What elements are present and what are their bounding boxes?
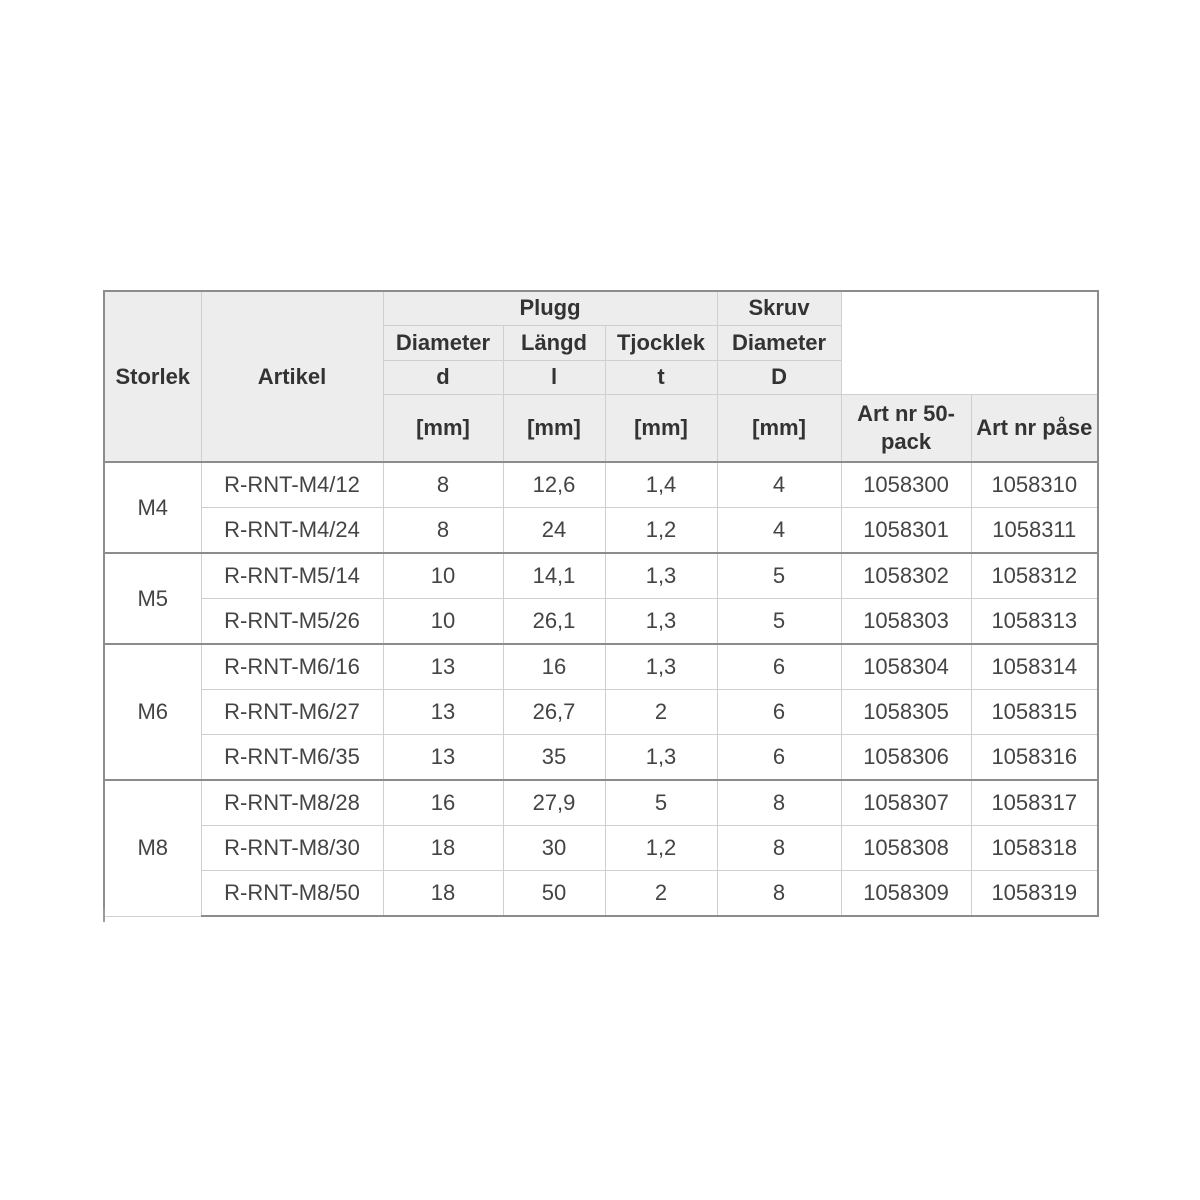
table-row <box>104 462 1098 508</box>
tjocklek-cell: 1,3 <box>605 553 717 599</box>
header-storlek: Storlek <box>104 291 201 462</box>
diameter-d-cell: 10 <box>383 599 503 645</box>
langd-cell: 12,6 <box>503 462 605 508</box>
langd-cell: 16 <box>503 644 605 690</box>
header-skruv-diameter: Diameter <box>717 325 841 360</box>
art-pase-cell: 1058310 <box>971 462 1098 508</box>
table-edge-line <box>103 908 105 922</box>
artikel-cell: R-RNT-M8/28 <box>201 780 383 826</box>
diameter-d-cell: 18 <box>383 871 503 917</box>
table-body <box>104 462 1098 916</box>
header-D-symbol: D <box>717 360 841 394</box>
art-50-pack-cell: 1058302 <box>841 553 971 599</box>
langd-cell: 14,1 <box>503 553 605 599</box>
art-pase-cell: 1058314 <box>971 644 1098 690</box>
size-cell: M8 <box>104 780 201 916</box>
header-blank <box>841 291 1098 394</box>
tjocklek-cell: 2 <box>605 871 717 917</box>
skruv-diameter-cell: 8 <box>717 871 841 917</box>
diameter-d-cell: 18 <box>383 826 503 871</box>
skruv-diameter-cell: 5 <box>717 599 841 645</box>
skruv-diameter-cell: 4 <box>717 508 841 554</box>
artikel-cell: R-RNT-M5/26 <box>201 599 383 645</box>
header-l-symbol: l <box>503 360 605 394</box>
art-pase-cell: 1058317 <box>971 780 1098 826</box>
header-art-50-pack: Art nr 50-pack <box>841 394 971 462</box>
artikel-cell: R-RNT-M8/30 <box>201 826 383 871</box>
skruv-diameter-cell: 6 <box>717 644 841 690</box>
size-cell: M4 <box>104 462 201 553</box>
skruv-diameter-cell: 4 <box>717 462 841 508</box>
header-tjocklek: Tjocklek <box>605 325 717 360</box>
header-artikel: Artikel <box>201 291 383 462</box>
artikel-cell: R-RNT-M8/50 <box>201 871 383 917</box>
product-spec-table <box>103 290 1099 917</box>
art-50-pack-cell: 1058307 <box>841 780 971 826</box>
artikel-cell: R-RNT-M4/24 <box>201 508 383 554</box>
langd-cell: 30 <box>503 826 605 871</box>
table-row <box>104 871 1098 917</box>
table-row <box>104 644 1098 690</box>
tjocklek-cell: 1,4 <box>605 462 717 508</box>
art-50-pack-cell: 1058305 <box>841 690 971 735</box>
header-skruv: Skruv <box>717 291 841 325</box>
diameter-d-cell: 13 <box>383 690 503 735</box>
diameter-d-cell: 13 <box>383 735 503 781</box>
artikel-cell: R-RNT-M5/14 <box>201 553 383 599</box>
art-50-pack-cell: 1058309 <box>841 871 971 917</box>
header-unit-l: [mm] <box>503 394 605 462</box>
art-pase-cell: 1058316 <box>971 735 1098 781</box>
artikel-cell: R-RNT-M6/27 <box>201 690 383 735</box>
langd-cell: 26,7 <box>503 690 605 735</box>
diameter-d-cell: 16 <box>383 780 503 826</box>
header-plugg: Plugg <box>383 291 717 325</box>
tjocklek-cell: 1,2 <box>605 508 717 554</box>
art-50-pack-cell: 1058308 <box>841 826 971 871</box>
artikel-cell: R-RNT-M4/12 <box>201 462 383 508</box>
header-unit-D: [mm] <box>717 394 841 462</box>
table-row <box>104 735 1098 781</box>
size-cell: M6 <box>104 644 201 780</box>
size-cell: M5 <box>104 553 201 644</box>
diameter-d-cell: 13 <box>383 644 503 690</box>
table-row <box>104 826 1098 871</box>
art-pase-cell: 1058318 <box>971 826 1098 871</box>
tjocklek-cell: 1,2 <box>605 826 717 871</box>
header-t-symbol: t <box>605 360 717 394</box>
art-pase-cell: 1058311 <box>971 508 1098 554</box>
skruv-diameter-cell: 5 <box>717 553 841 599</box>
langd-cell: 27,9 <box>503 780 605 826</box>
table-row <box>104 780 1098 826</box>
header-unit-d: [mm] <box>383 394 503 462</box>
tjocklek-cell: 1,3 <box>605 599 717 645</box>
table-row <box>104 690 1098 735</box>
art-pase-cell: 1058315 <box>971 690 1098 735</box>
langd-cell: 24 <box>503 508 605 554</box>
art-pase-cell: 1058313 <box>971 599 1098 645</box>
langd-cell: 50 <box>503 871 605 917</box>
table-row <box>104 599 1098 645</box>
diameter-d-cell: 8 <box>383 508 503 554</box>
tjocklek-cell: 2 <box>605 690 717 735</box>
tjocklek-cell: 5 <box>605 780 717 826</box>
art-50-pack-cell: 1058304 <box>841 644 971 690</box>
art-pase-cell: 1058312 <box>971 553 1098 599</box>
skruv-diameter-cell: 8 <box>717 826 841 871</box>
artikel-cell: R-RNT-M6/16 <box>201 644 383 690</box>
langd-cell: 26,1 <box>503 599 605 645</box>
skruv-diameter-cell: 6 <box>717 690 841 735</box>
art-50-pack-cell: 1058303 <box>841 599 971 645</box>
table-row <box>104 553 1098 599</box>
langd-cell: 35 <box>503 735 605 781</box>
art-pase-cell: 1058319 <box>971 871 1098 917</box>
artikel-cell: R-RNT-M6/35 <box>201 735 383 781</box>
tjocklek-cell: 1,3 <box>605 644 717 690</box>
table-row <box>104 508 1098 554</box>
header-langd: Längd <box>503 325 605 360</box>
diameter-d-cell: 8 <box>383 462 503 508</box>
art-50-pack-cell: 1058301 <box>841 508 971 554</box>
header-diameter: Diameter <box>383 325 503 360</box>
art-50-pack-cell: 1058306 <box>841 735 971 781</box>
art-50-pack-cell: 1058300 <box>841 462 971 508</box>
header-art-pase: Art nr påse <box>971 394 1098 462</box>
skruv-diameter-cell: 6 <box>717 735 841 781</box>
tjocklek-cell: 1,3 <box>605 735 717 781</box>
skruv-diameter-cell: 8 <box>717 780 841 826</box>
header-unit-t: [mm] <box>605 394 717 462</box>
header-d-symbol: d <box>383 360 503 394</box>
diameter-d-cell: 10 <box>383 553 503 599</box>
